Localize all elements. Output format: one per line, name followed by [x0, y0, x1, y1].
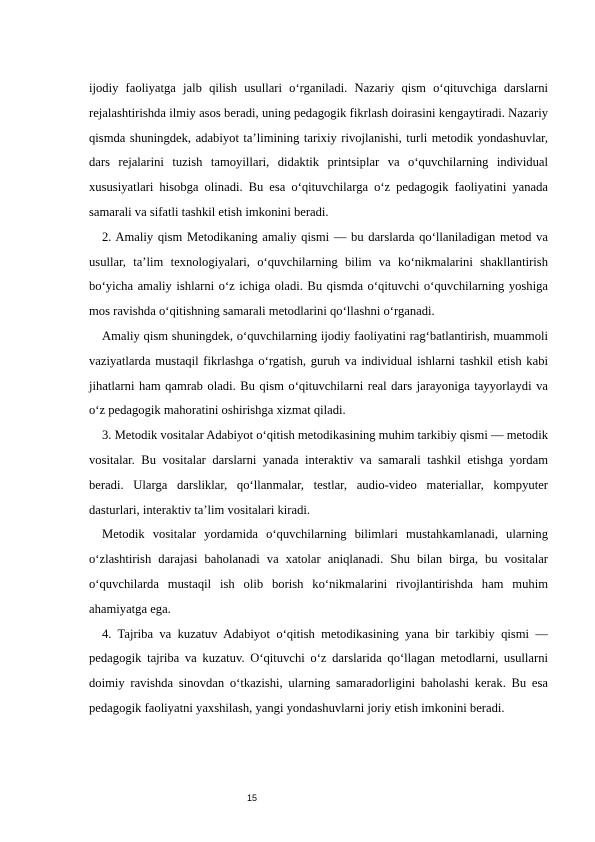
- paragraph: ijodiy faoliyatga jalb qilish usullari o‘rganiladi. Nazariy qism o‘qituvchiga darslarni rejalashtirishda ilmiy asos beradi, uning pedagogik fikrlash doirasini kengaytiradi. Nazariy qismda shuningdek, adabiyot ta’limining tarixiy rivojlanishi, turli metodik yondashuvlar, dars rejalarini tuzish tamoyillari, didaktik printsiplar va o‘quvchilarning individual xususiyatlari hisobga olinadi. Bu esa o‘qituvchilarga o‘z pedagogik faoliyatini yanada samarali va sifatli tashkil etish imkonini beradi.: [89, 81, 548, 219]
- paragraph: 2. Amaliy qism Metodikaning amaliy qismi — bu darslarda qo‘llaniladigan metod va usullar, ta’lim texnologiyalari, o‘quvchilarning bilim va ko‘nikmalarini shakllantirish bo‘yicha amaliy ishlarni o‘z ichiga oladi. Bu qismda o‘qituvchi o‘quvchilarning yoshiga mos ravishda o‘qitishning samarali metodlarini qo‘llashni o‘rganadi.: [89, 229, 548, 319]
- document-page: [89, 76, 548, 721]
- paragraph: 4. Tajriba va kuzatuv Adabiyot o‘qitish metodikasining yana bir tarkibiy qismi — pedagogik tajriba va kuzatuv. O‘qituvchi o‘z darslarida qo‘llagan metodlarni, usullarni doimiy ravishda sinovdan o‘tkazishi, ularning samaradorligini baholashi kerak. Bu esa pedagogik faoliyatni yaxshilash, yangi yondashuvlarni joriy etish imkonini beradi.: [89, 626, 548, 715]
- page-number: 15: [247, 793, 258, 803]
- paragraph: 3. Metodik vositalar Adabiyot o‘qitish metodikasining muhim tarkibiy qismi — metodik vositalar. Bu vositalar darslarni yanada interaktiv va samarali tashkil etishga yordam beradi. Ularga darsliklar, qo‘llanmalar, testlar, audio-video materiallar, kompyuter dasturlari, interaktiv ta’lim vositalari kiradi.: [89, 428, 548, 517]
- paragraph: Metodik vositalar yordamida o‘quvchilarning bilimlari mustahkamlanadi, ularning o‘zlashtirish darajasi baholanadi va xatolar aniqlanadi. Shu bilan birga, bu vositalar o‘quvchilarda mustaqil ish olib borish ko‘nikmalarini rivojlantirishda ham muhim ahamiyatga ega.: [89, 527, 548, 616]
- paragraph: Amaliy qism shuningdek, o‘quvchilarning ijodiy faoliyatini rag‘batlantirish, muammoli vaziyatlarda mustaqil fikrlashga o‘rgatish, guruh va individual ishlarni tashkil etish kabi jihatlarni ham qamrab oladi. Bu qism o‘qituvchilarni real dars jarayoniga tayyorlaydi va o‘z pedagogik mahoratini oshirishga xizmat qiladi.: [89, 328, 548, 418]
